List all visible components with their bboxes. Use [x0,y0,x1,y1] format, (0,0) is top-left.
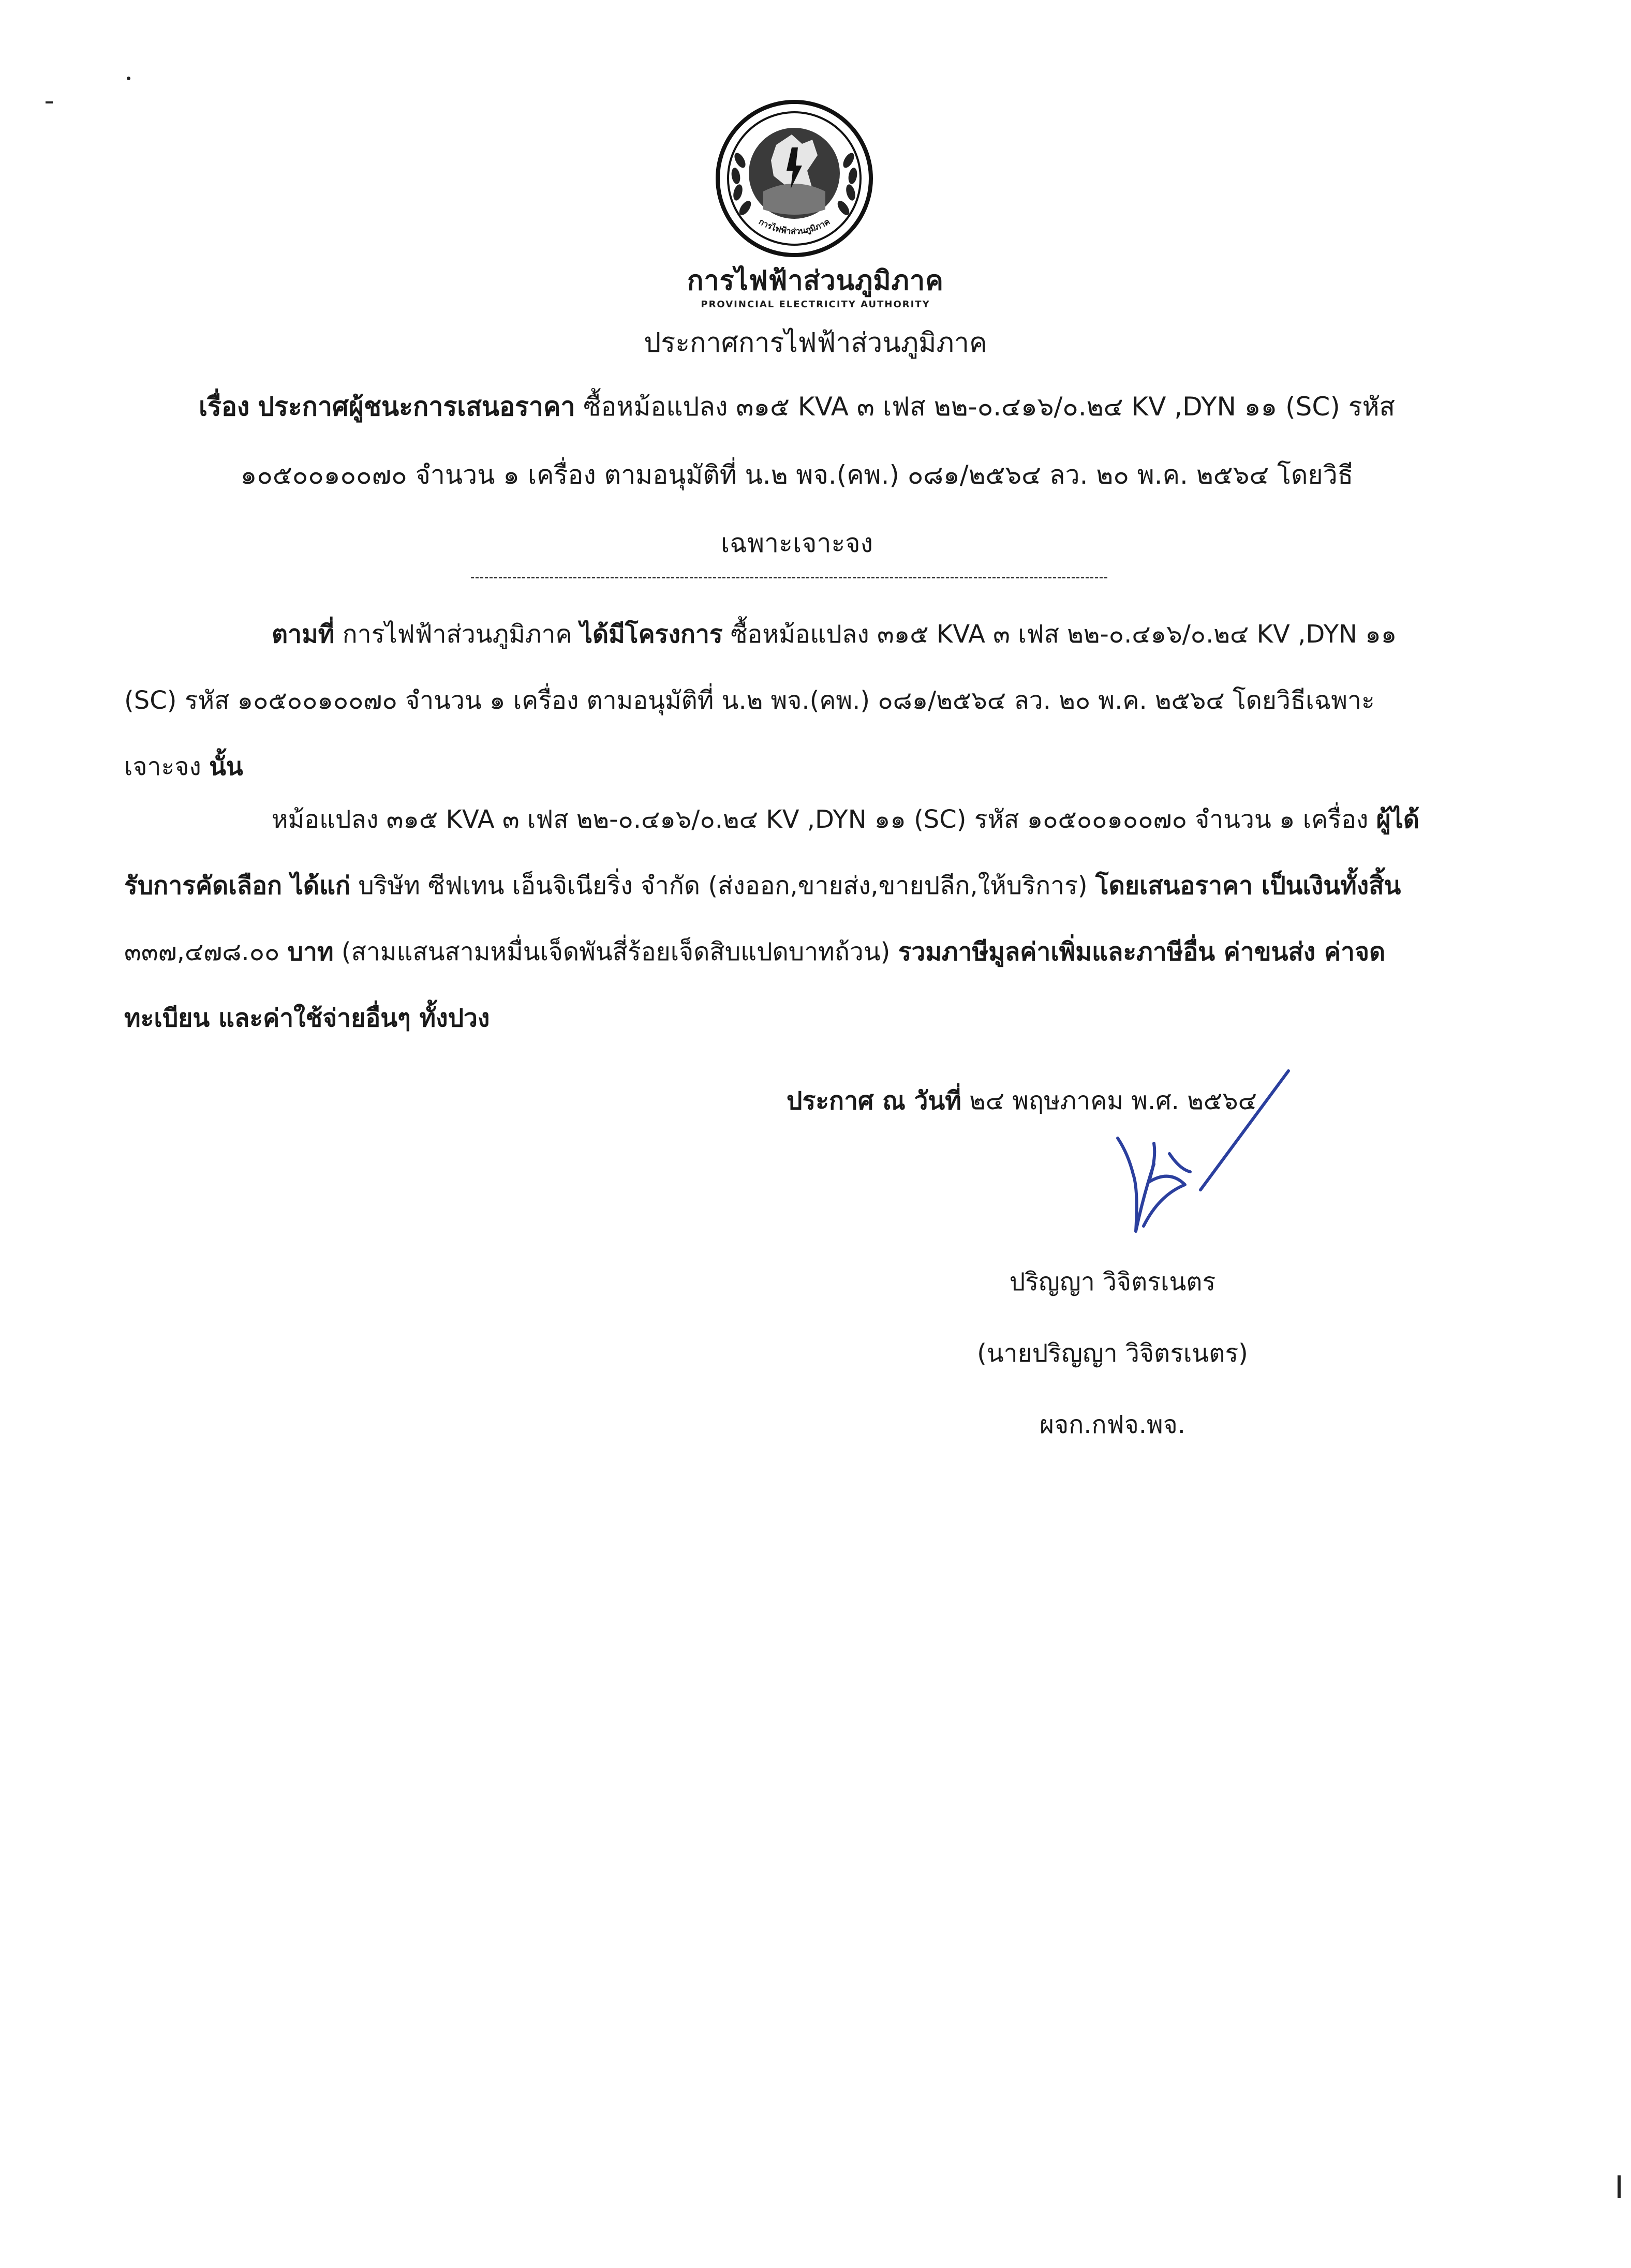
p2-inclusions: รวมภาษีมูลค่าเพิ่มและภาษีอื่น ค่าขนส่ง ค่าจดทะเบียน และค่าใช้จ่ายอื่นๆ ทั้งปวง [124,937,1386,1033]
subject-block [124,372,1470,577]
scan-speck [127,77,130,80]
p2-winner-name: บริษัท ซีฟเทน เอ็นจิเนียริ่ง จำกัด (ส่งออก,ขายส่ง,ขายปลีก,ให้บริการ) [350,871,1095,900]
date-value: ๒๔ พฤษภาคม พ.ศ. ๒๕๖๔ [961,1086,1257,1115]
signature-icon [1097,1061,1294,1257]
announcement-title: ประกาศการไฟฟ้าส่วนภูมิภาค [644,327,987,359]
scan-speck [1618,2175,1621,2198]
p2-price-amount: ๓๓๗,๔๗๘.๐๐ [124,937,288,966]
signer-full-name: (นายปริญญา วิจิตรเนตร) [977,1339,1248,1368]
p1-end: นั้น [209,752,243,781]
scan-speck [46,101,53,103]
dashed-divider [471,577,1107,578]
subject-line-2: ๑๐๕๐๐๑๐๐๗๐ จำนวน ๑ เครื่อง ตามอนุมัติที่ น.๒ พจ.(คพ.) ๐๘๑/๒๕๖๔ ลว. ๒๐ พ.ค. ๒๕๖๔ โดยวิธี [240,460,1354,490]
subject-label: เรื่อง [198,392,250,422]
subject-heading: ประกาศผู้ชนะการเสนอราคา [258,392,575,422]
date-label: ประกาศ ณ วันที่ [787,1086,961,1115]
p1-project-detail: ซื้อหม้อแปลง ๓๑๕ KVA ๓ เฟส ๒๒-๐.๔๑๖/๐.๒๔ KV ,DYN ๑๑ (SC) รหัส ๑๐๕๐๐๑๐๐๗๐ จำนวน ๑ เครื่อง ตามอนุมัติที่ น.๒ พจ.(คพ.) ๐๘๑/๒๕๖๔ ลว. ๒๐ พ.ค. ๒๕๖๔ โดยวิธีเฉพาะเจาะจง [124,620,1397,781]
p2-price-label: โดยเสนอราคา เป็นเงินทั้งสิ้น [1095,871,1401,900]
organization-name-english: PROVINCIAL ELECTRICITY AUTHORITY [701,299,930,310]
p2-item: หม้อแปลง ๓๑๕ KVA ๓ เฟส ๒๒-๐.๔๑๖/๐.๒๔ KV ,DYN ๑๑ (SC) รหัส ๑๐๕๐๐๑๐๐๗๐ จำนวน ๑ เครื่อง [272,805,1376,834]
organization-name-thai: การไฟฟ้าส่วนภูมิภาค [687,265,944,296]
signer-position: ผจก.กฟจ.พจ. [1039,1410,1186,1439]
p1-lead: ตามที่ [272,620,335,649]
p2-currency: บาท [287,937,334,966]
paragraph-1 [124,601,1428,800]
signer-name: ปริญญา วิจิตรเนตร [1009,1267,1216,1296]
p2-winner-label: ผู้ได้รับการคัดเลือก ได้แก่ [124,805,1420,900]
logo-ring-text: การไฟฟ้าส่วนภูมิภาค [757,216,832,236]
p2-price-words: (สามแสนสามหมื่นเจ็ดพันสี่ร้อยเจ็ดสิบแปดบาทถ้วน) [333,937,898,966]
paragraph-2 [124,786,1428,1051]
p1-project-label: ได้มีโครงการ [580,620,723,649]
p1-org: การไฟฟ้าส่วนภูมิภาค [334,620,580,649]
subject-line-1: ซื้อหม้อแปลง ๓๑๕ KVA ๓ เฟส ๒๒-๐.๔๑๖/๐.๒๔ KV ,DYN ๑๑ (SC) รหัส [583,392,1396,422]
subject-line-3: เฉพาะเจาะจง [720,528,873,558]
pea-logo-icon [714,98,874,259]
